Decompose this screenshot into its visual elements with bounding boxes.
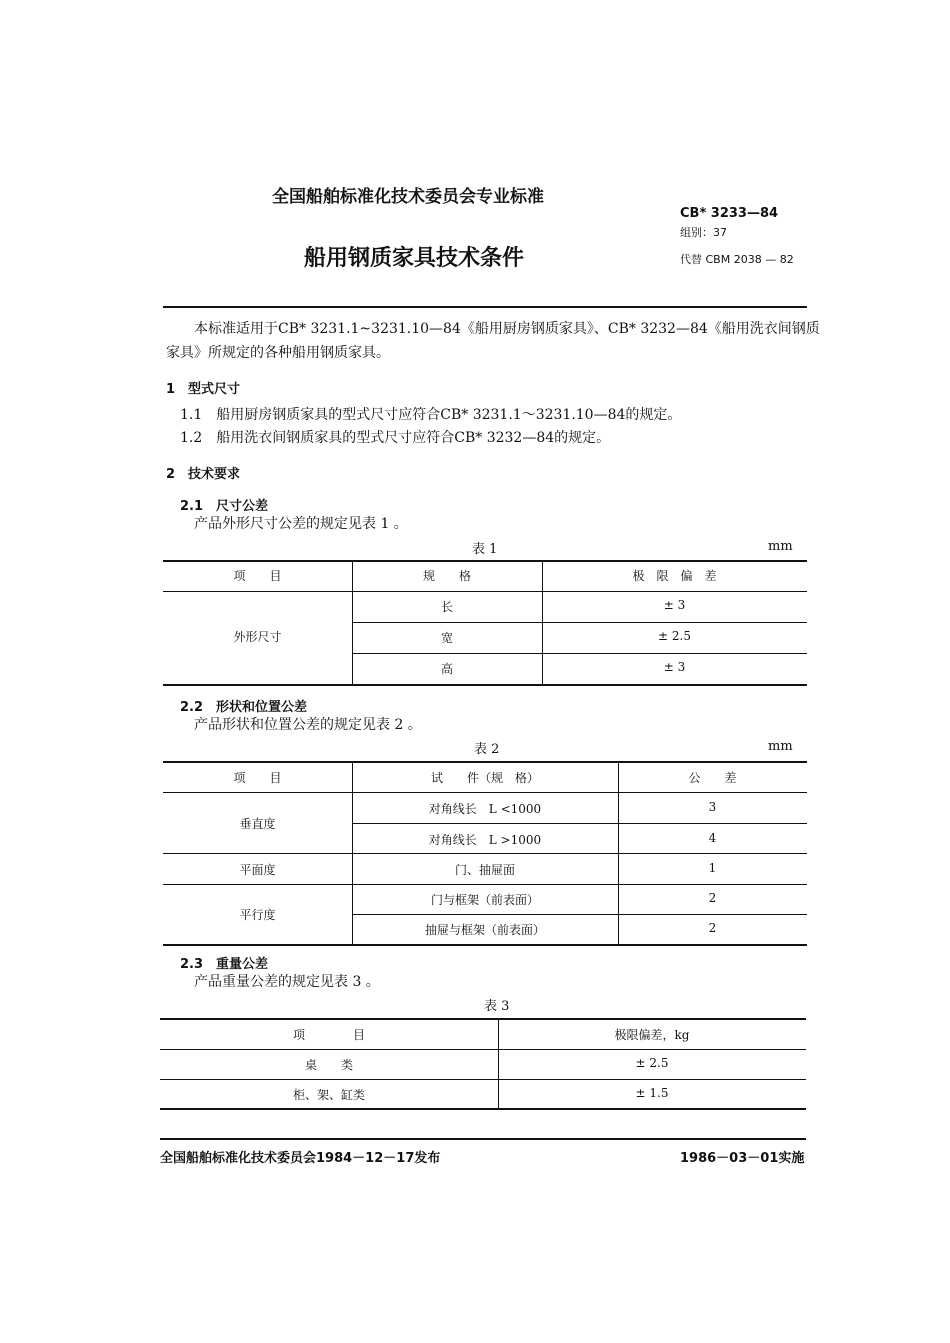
table-1-header-deviation: 极 限 偏 差 bbox=[632, 569, 717, 583]
table-1-cell: 宽 bbox=[440, 631, 453, 645]
table-2-cell: 抽屉与框架（前表面） bbox=[424, 923, 545, 937]
intro-line-2: 家具》所规定的各种船用钢质家具。 bbox=[166, 345, 390, 361]
table-3-caption: 表 3 bbox=[484, 999, 510, 1014]
table-2-group-parallelism: 平行度 bbox=[239, 908, 276, 922]
clause-1-1: 1.1 船用厨房钢质家具的型式尺寸应符合CB* 3231.1～3231.10—84的规定。 bbox=[180, 407, 682, 423]
clause-1-2: 1.2 船用洗衣间钢质家具的型式尺寸应符合CB* 3232—84的规定。 bbox=[180, 430, 611, 446]
replaces-standard: 代替 CBM 2038 — 82 bbox=[680, 253, 794, 266]
table-2-cell: 2 bbox=[708, 921, 717, 935]
table-2-cell: 2 bbox=[708, 891, 717, 905]
standard-code: CB* 3233—84 bbox=[680, 206, 779, 221]
table-1-caption: 表 1 bbox=[472, 542, 498, 557]
clause-2-2-text: 产品形状和位置公差的规定见表 2 。 bbox=[194, 717, 422, 733]
table-3-cell: ± 2.5 bbox=[635, 1056, 669, 1070]
header-rule bbox=[163, 306, 807, 308]
table-2-cell: 门、抽屉面 bbox=[454, 863, 515, 877]
table-2-cell: 门与框架（前表面） bbox=[430, 893, 539, 907]
clause-2-3-heading: 2.3 重量公差 bbox=[180, 957, 269, 972]
table-1-cell: ± 2.5 bbox=[658, 629, 691, 643]
table-2-caption: 表 2 bbox=[474, 742, 500, 757]
clause-2-2-heading: 2.2 形状和位置公差 bbox=[180, 700, 308, 715]
table-3-cell: 柜、架、缸类 bbox=[292, 1088, 365, 1102]
table-1-group-label: 外形尺寸 bbox=[233, 630, 282, 644]
doc-title: 船用钢质家具技术条件 bbox=[304, 246, 525, 271]
table-2-unit: mm bbox=[768, 739, 793, 754]
clause-2-3-text: 产品重量公差的规定见表 3 。 bbox=[194, 974, 380, 990]
group-number: 组别：37 bbox=[680, 226, 727, 239]
table-3-header-deviation: 极限偏差，kg bbox=[614, 1028, 690, 1042]
table-3-cell: 桌 类 bbox=[304, 1058, 353, 1072]
table-2-header-item: 项 目 bbox=[233, 771, 282, 785]
footer-rule bbox=[160, 1138, 806, 1140]
table-1-header-item: 项 目 bbox=[233, 569, 282, 583]
table-2-header-tolerance: 公 差 bbox=[688, 771, 737, 785]
table-1-cell: 长 bbox=[440, 600, 453, 614]
issued-by: 全国船舶标准化技术委员会1984－12－17发布 bbox=[160, 1151, 441, 1166]
table-2-group-perpendicularity: 垂直度 bbox=[239, 817, 276, 831]
table-3-header-item: 项 目 bbox=[292, 1028, 365, 1042]
intro-line-1: 本标准适用于CB* 3231.1~3231.10—84《船用厨房钢质家具》、CB* 3232—84《船用洗衣间钢质 bbox=[194, 321, 820, 337]
table-2-cell: 3 bbox=[708, 800, 717, 814]
table-2-group-flatness: 平面度 bbox=[239, 863, 276, 877]
table-2-header-specimen: 试 件（规 格） bbox=[430, 771, 539, 785]
table-2-cell: 1 bbox=[708, 861, 717, 875]
org-title: 全国船舶标准化技术委员会专业标准 bbox=[272, 187, 544, 207]
effective-date: 1986－03－01实施 bbox=[680, 1151, 805, 1166]
clause-2-1-text: 产品外形尺寸公差的规定见表 1 。 bbox=[194, 516, 408, 532]
table-1-header-spec: 规 格 bbox=[422, 569, 471, 583]
table-1-cell: ± 3 bbox=[663, 660, 686, 674]
table-3-cell: ± 1.5 bbox=[635, 1086, 669, 1100]
table-2-cell: 4 bbox=[708, 831, 717, 845]
table-1-unit: mm bbox=[768, 539, 793, 554]
table-2-cell: 对角线长 L <1000 bbox=[428, 802, 542, 816]
section-2-heading: 2 技术要求 bbox=[166, 467, 241, 482]
table-1-cell: ± 3 bbox=[663, 598, 686, 612]
table-2-cell: 对角线长 L >1000 bbox=[428, 833, 542, 847]
clause-2-1-heading: 2.1 尺寸公差 bbox=[180, 499, 269, 514]
section-1-heading: 1 型式尺寸 bbox=[166, 382, 241, 397]
table-1-cell: 高 bbox=[440, 662, 453, 676]
